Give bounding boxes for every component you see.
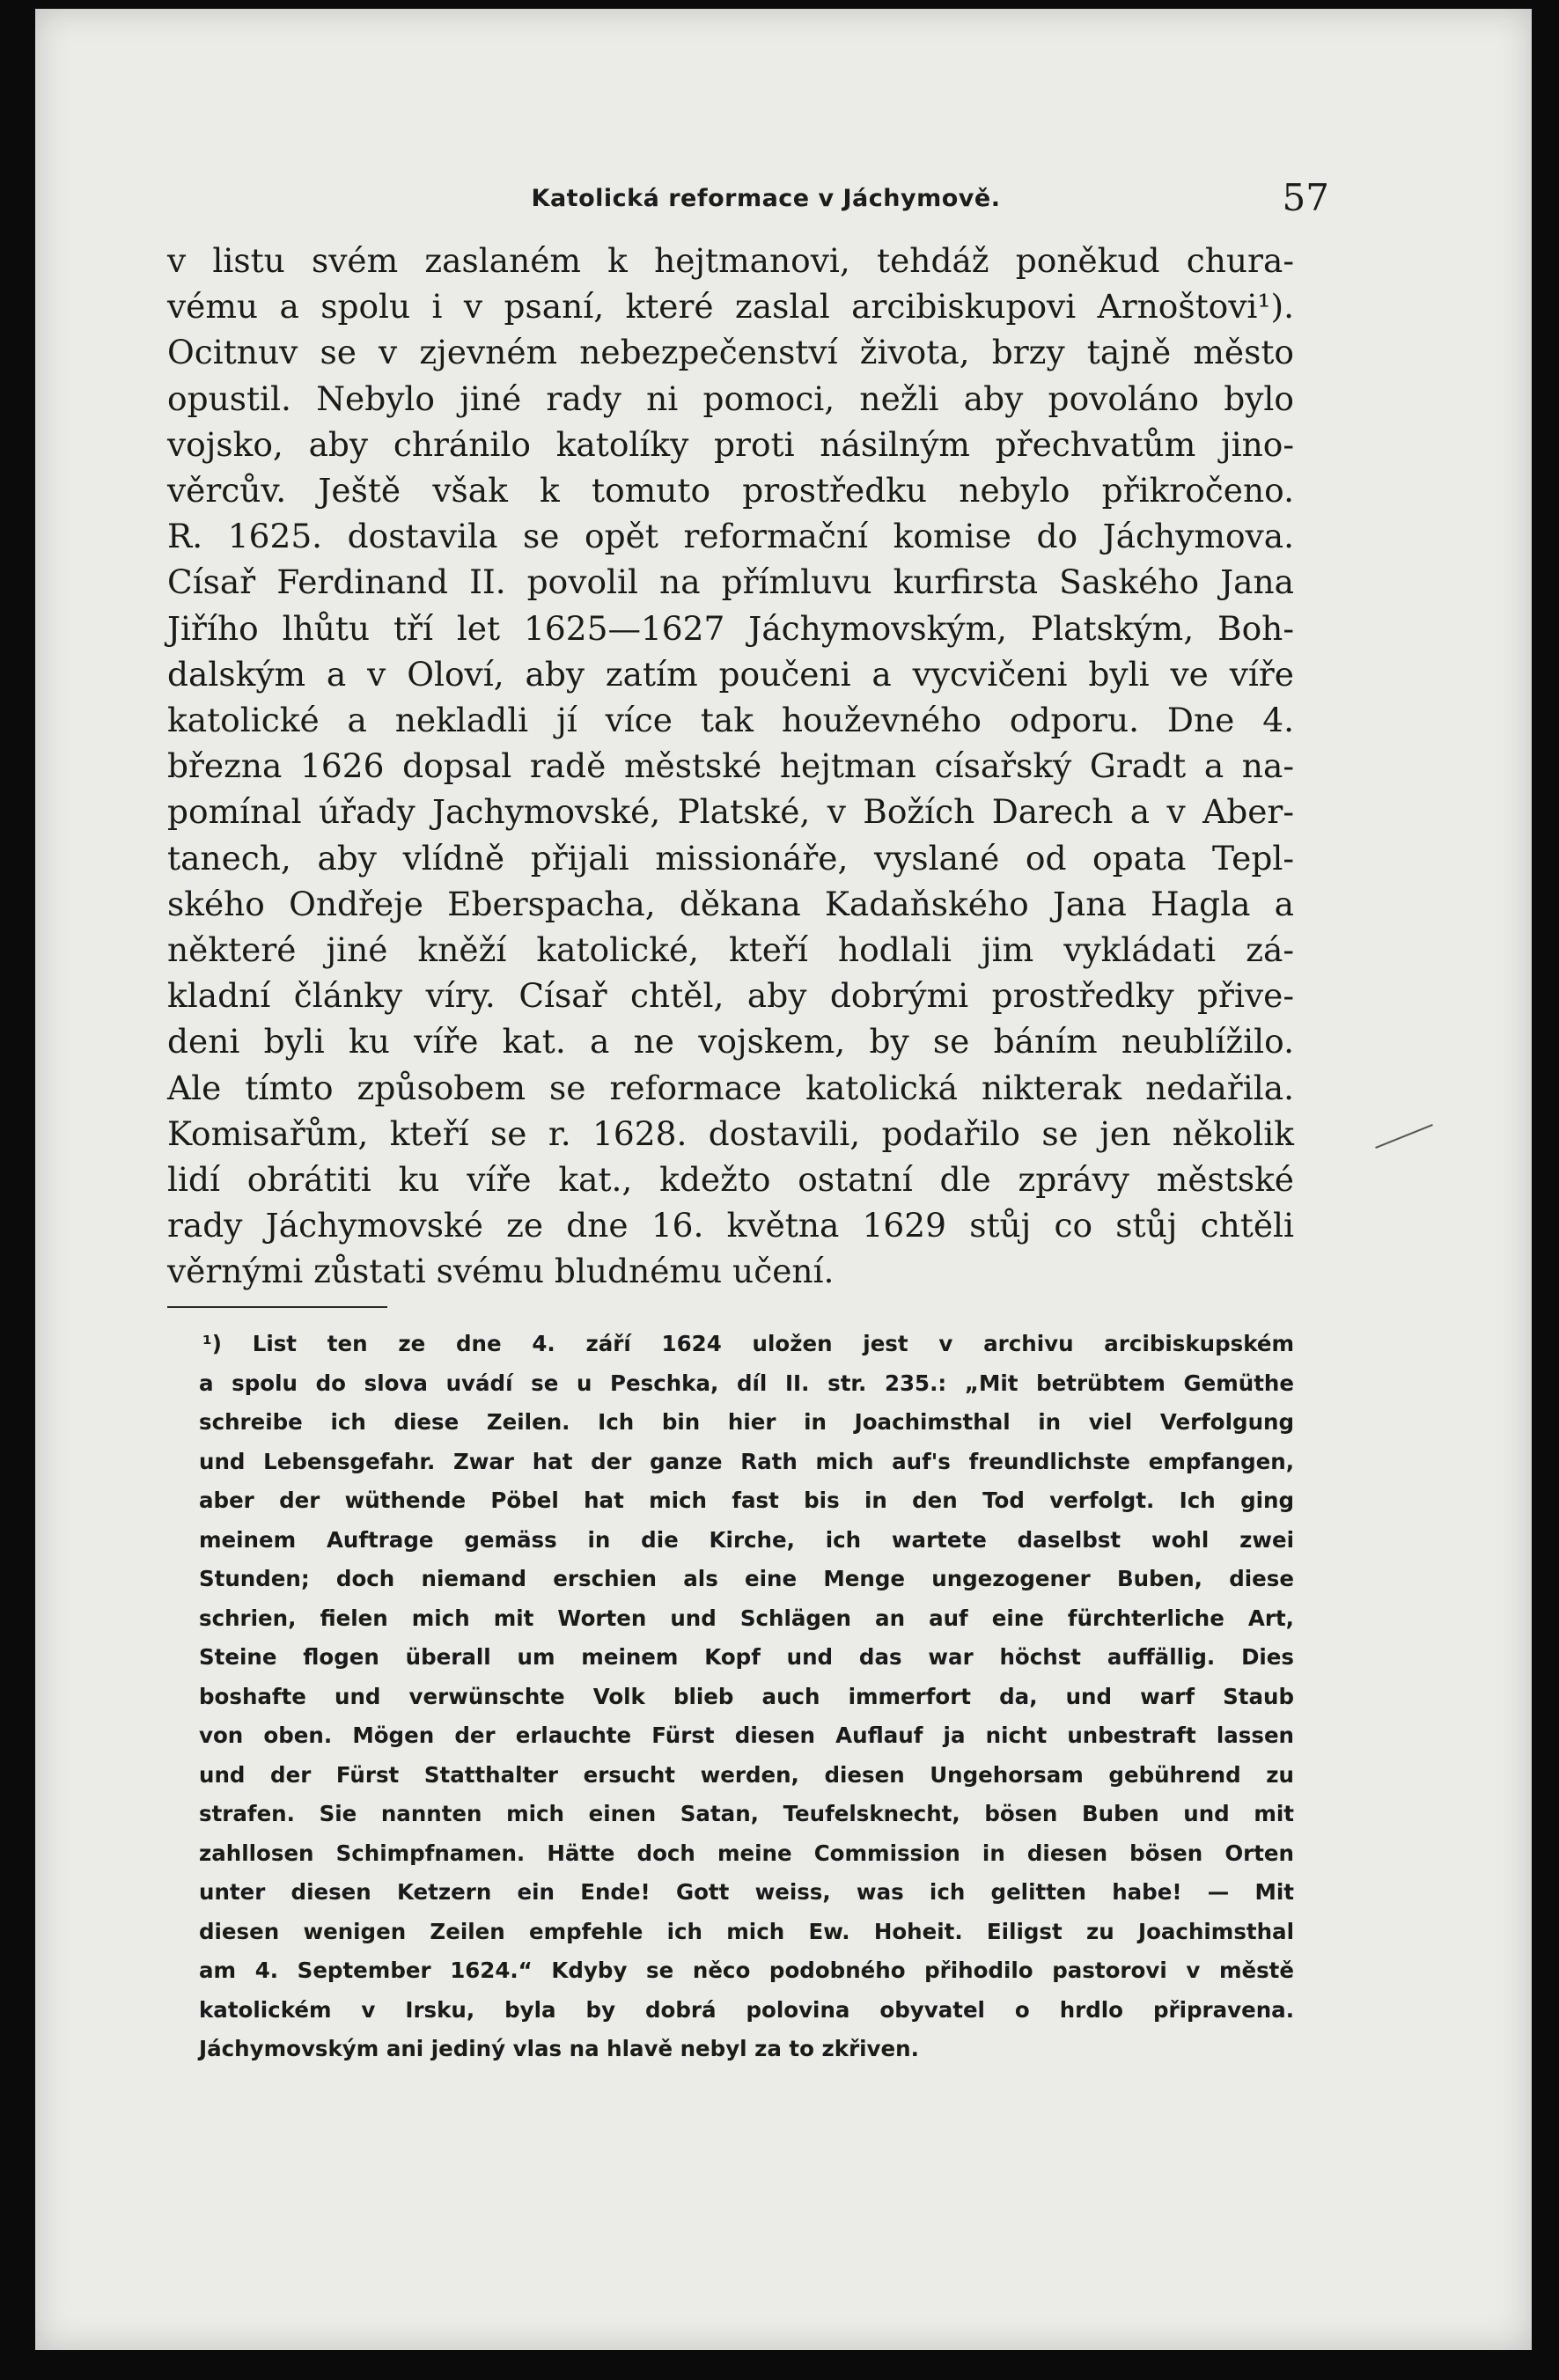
page-number: 57 (1282, 176, 1329, 219)
text-line: vému a spolu i v psaní, které zaslal arcibiskupovi Arnoštovi¹). (167, 287, 1294, 327)
text-line: katolické a nekladli jí více tak houževného odporu. Dne 4. (167, 701, 1294, 740)
footnote-line: und der Fürst Statthalter ersucht werden, diesen Ungehorsam gebührend zu (199, 1761, 1294, 1788)
text-line: Ale tímto způsobem se reformace katolická nikterak nedařila. (167, 1068, 1294, 1107)
running-title: Katolická reformace v Jáchymově. (531, 185, 1001, 212)
footnote-line: boshafte und verwünschte Volk blieb auch immerfort da, und warf Staub (199, 1683, 1294, 1709)
footnote-line: a spolu do slova uvádí se u Peschka, díl II. str. 235.: „Mit betrübtem Gemüthe (199, 1370, 1294, 1396)
footnote-line: Steine flogen überall um meinem Kopf und das war höchst auffällig. Dies (199, 1644, 1294, 1670)
footnote-line: diesen wenigen Zeilen empfehle ich mich Ew. Hoheit. Eiligst zu Joachimsthal (199, 1918, 1294, 1944)
main-text (167, 238, 1294, 1295)
footnote-line: schrien, fielen mich mit Worten und Schlägen an auf eine fürchterliche Art, (199, 1605, 1294, 1631)
text-line: deni byli ku víře kat. a ne vojskem, by se báním neublížilo. (167, 1022, 1294, 1061)
text-line: pomínal úřady Jachymovské, Platské, v Božích Darech a v Aber- (167, 792, 1294, 832)
footnote-line: Stunden; doch niemand erschien als eine Menge ungezogener Buben, diese (199, 1566, 1294, 1591)
footnote-line: unter diesen Ketzern ein Ende! Gott weiss, was ich gelitten habe! — Mit (199, 1879, 1294, 1905)
text-line: dalským a v Oloví, aby zatím poučeni a vycvičeni byli ve víře (167, 654, 1294, 694)
text-line: vojsko, aby chránilo katolíky proti násilným přechvatům jino- (167, 424, 1294, 464)
footnote (199, 1325, 1294, 2069)
text-line: v listu svém zaslaném k hejtmanovi, tehdáž poněkud chura- (167, 241, 1294, 280)
footnote-line: von oben. Mögen der erlauchte Fürst diesen Auflauf ja nicht unbestraft lassen (199, 1723, 1294, 1748)
text-line: kladní články víry. Císař chtěl, aby dobrými prostředky přive- (167, 976, 1294, 1016)
footnote-line: am 4. September 1624.“ Kdyby se něco podobného přihodilo pastorovi v městě (199, 1958, 1294, 1983)
footnote-line: meinem Auftrage gemäss in die Kirche, ich wartete daselbst wohl zwei (199, 1526, 1294, 1553)
footnote-separator (167, 1306, 387, 1308)
footnote-line: schreibe ich diese Zeilen. Ich bin hier in Joachimsthal in viel Verfolgung (199, 1409, 1294, 1435)
footnote-line: strafen. Sie nannten mich einen Satan, Teufelsknecht, bösen Buben und mit (199, 1801, 1294, 1826)
footnote-line: ¹) List ten ze dne 4. září 1624 uložen jest v archivu arcibiskupském (202, 1331, 1294, 1356)
text-line: Komisařům, kteří se r. 1628. dostavili, podařilo se jen několik (167, 1113, 1294, 1153)
footnote-line: Jáchymovským ani jediný vlas na hlavě nebyl za to zkřiven. (199, 2036, 919, 2061)
text-line: rady Jáchymovské ze dne 16. května 1629 stůj co stůj chtěli (167, 1206, 1294, 1245)
text-line: opustil. Nebylo jiné rady ni pomoci, nežli aby povoláno bylo (167, 378, 1294, 418)
text-line: lidí obrátiti ku víře kat., kdežto ostatní dle zprávy městské (167, 1160, 1294, 1200)
footnote-line: aber der wüthende Pöbel hat mich fast bis in den Tod verfolgt. Ich ging (199, 1488, 1294, 1513)
text-line: věrnými zůstati svému bludnému učení. (167, 1252, 835, 1291)
page-header (202, 176, 1329, 229)
footnote-line: und Lebensgefahr. Zwar hat der ganze Rath mich auf's freundlichste empfangen, (199, 1448, 1294, 1474)
text-line: Císař Ferdinand II. povolil na přímluvu kurfirsta Saského Jana (167, 562, 1294, 602)
footnote-line: zahllosen Schimpfnamen. Hätte doch meine Commission in diesen bösen Orten (199, 1840, 1294, 1866)
text-line: března 1626 dopsal radě městské hejtman císařský Gradt a na- (167, 746, 1294, 786)
text-line: ského Ondřeje Eberspacha, děkana Kadaňského Jana Hagla a (167, 884, 1294, 923)
text-line: Ocitnuv se v zjevném nebezpečenství života, brzy tajně město (167, 333, 1294, 372)
text-line: Jiřího lhůtu tří let 1625—1627 Jáchymovským, Platským, Boh- (167, 608, 1294, 648)
text-line: věrcův. Ještě však k tomuto prostředku nebylo přikročeno. (167, 471, 1294, 511)
footnote-line: katolickém v Irsku, byla by dobrá polovina obyvatel o hrdlo připravena. (199, 1996, 1294, 2023)
text-line: R. 1625. dostavila se opět reformační komise do Jáchymova. (167, 517, 1294, 556)
text-line: některé jiné kněží katolické, kteří hodlali jim vykládati zá- (167, 930, 1294, 970)
text-line: tanech, aby vlídně přijali missionáře, vyslané od opata Tepl- (167, 838, 1294, 878)
